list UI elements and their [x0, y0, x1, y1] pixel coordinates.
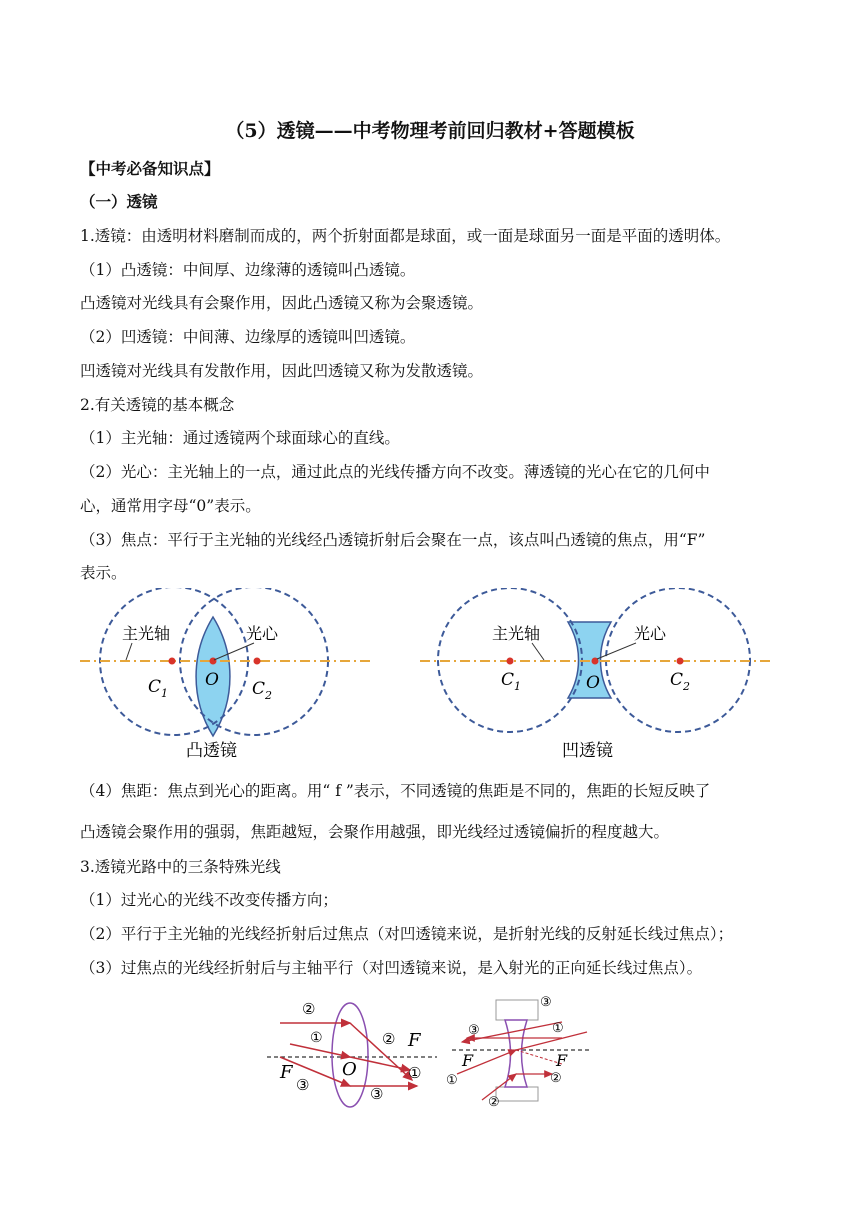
concave-ray-label-1a: ① [552, 1021, 564, 1036]
convex-ray-label-3b: ③ [370, 1085, 384, 1103]
paragraph-focal-length-2: 凸透镜会聚作用的强弱，焦距越短，会聚作用越强，即光线经过透镜偏折的程度越大。 [80, 823, 670, 841]
paragraph-ray-1: （1）过光心的光线不改变传播方向； [80, 891, 338, 909]
concave-ray-diagram [446, 995, 592, 1110]
paragraph-concepts: 2.有关透镜的基本概念 [80, 396, 235, 414]
convex-caption: 凸透镜 [186, 741, 237, 761]
concave-ray-label-3b: ③ [468, 1023, 480, 1038]
convex-ray-label-1b: ① [408, 1064, 422, 1082]
convex-lens-diagram [80, 588, 372, 761]
concave-center-label: 光心 [634, 624, 667, 643]
ray-diagram-figure [262, 992, 602, 1110]
concave-ray-label-1b: ① [446, 1073, 458, 1088]
paragraph-focus-1: （3）焦点：平行于主光轴的光线经凸透镜折射后会聚在一点，该点叫凸透镜的焦点，用“F” [80, 531, 706, 549]
convex-c2-label: $C_2$ [252, 679, 273, 702]
paragraph-optical-center-1: （2）光心：主光轴上的一点，通过此点的光线传播方向不改变。薄透镜的光心在它的几何中 [80, 463, 710, 481]
concave-center-leader [597, 643, 636, 659]
convex-c2-point [254, 658, 261, 665]
concave-axis-label: 主光轴 [492, 624, 541, 643]
convex-o-point [210, 658, 217, 665]
convex-ray-center: O [342, 1059, 357, 1080]
paragraph-focal-length-1: （4）焦距：焦点到光心的距离。用“ f ”表示，不同透镜的焦距是不同的，焦距的长短反映了 [80, 782, 711, 800]
concave-ray-focus-right: F [556, 1051, 568, 1070]
paragraph-focus-2: 表示。 [80, 564, 127, 582]
paragraph-definition: 1.透镜：由透明材料磨制而成的，两个折射面都是球面，或一面是球面另一面是平面的透明体。 [80, 227, 731, 245]
page-title: （5）透镜——中考物理考前回归教材+答题模板 [225, 120, 635, 142]
convex-c1-point [169, 658, 176, 665]
convex-ray-label-2a: ② [302, 1000, 316, 1018]
concave-caption: 凹透镜 [562, 741, 613, 761]
concave-ray-label-3a: ③ [540, 995, 552, 1010]
paragraph-optical-center-2: 心，通常用字母“0”表示。 [80, 497, 261, 515]
convex-ray-focus-right: F [408, 1030, 421, 1051]
convex-center-label: 光心 [246, 624, 279, 643]
paragraph-ray-2: （2）平行于主光轴的光线经折射后过焦点（对凹透镜来说，是折射光线的反射延长线过焦点）； [80, 925, 734, 943]
convex-ray-label-1a: ① [310, 1030, 323, 1046]
concave-c1-label: $C_1$ [501, 670, 522, 693]
concave-ray-label-2a: ② [550, 1071, 562, 1086]
paragraph-concave: （2）凹透镜：中间薄、边缘厚的透镜叫凹透镜。 [80, 328, 416, 346]
convex-ray-focus-left: F [280, 1062, 293, 1083]
concave-ray-box-top [496, 1000, 538, 1020]
concave-c1-point [507, 658, 514, 665]
lens-shapes-figure [80, 588, 780, 766]
paragraph-convex: （1）凸透镜：中间厚、边缘薄的透镜叫凸透镜。 [80, 261, 416, 279]
convex-c1-label: $C_1$ [148, 677, 169, 700]
subsection-heading: （一）透镜 [80, 192, 158, 211]
convex-ray-label-2b: ② [382, 1030, 396, 1048]
concave-ray-label-2b: ② [488, 1095, 500, 1110]
section-header: 【中考必备知识点】 [80, 159, 220, 178]
convex-o-label: O [205, 670, 219, 690]
paragraph-concave-effect: 凹透镜对光线具有发散作用，因此凹透镜又称为发散透镜。 [80, 362, 484, 380]
concave-ray-box-bottom [496, 1087, 538, 1101]
paragraph-ray-3: （3）过焦点的光线经折射后与主轴平行（对凹透镜来说，是入射光的正向延长线过焦点）。 [80, 959, 703, 977]
convex-axis-label: 主光轴 [122, 624, 171, 643]
concave-c2-label: $C_2$ [670, 670, 691, 693]
paragraph-convex-effect: 凸透镜对光线具有会聚作用，因此凸透镜又称为会聚透镜。 [80, 294, 484, 312]
convex-ray-label-3a: ③ [296, 1076, 310, 1094]
convex-ray-diagram [267, 1000, 437, 1107]
concave-o-label: O [586, 673, 600, 693]
concave-lens-diagram [420, 588, 770, 761]
paragraph-principal-axis: （1）主光轴：通过透镜两个球面球心的直线。 [80, 429, 400, 447]
paragraph-special-rays: 3.透镜光路中的三条特殊光线 [80, 858, 281, 876]
concave-ray-focus-left: F [462, 1051, 474, 1070]
concave-axis-leader [532, 643, 544, 660]
convex-axis-leader [126, 643, 132, 660]
concave-c2-point [677, 658, 684, 665]
